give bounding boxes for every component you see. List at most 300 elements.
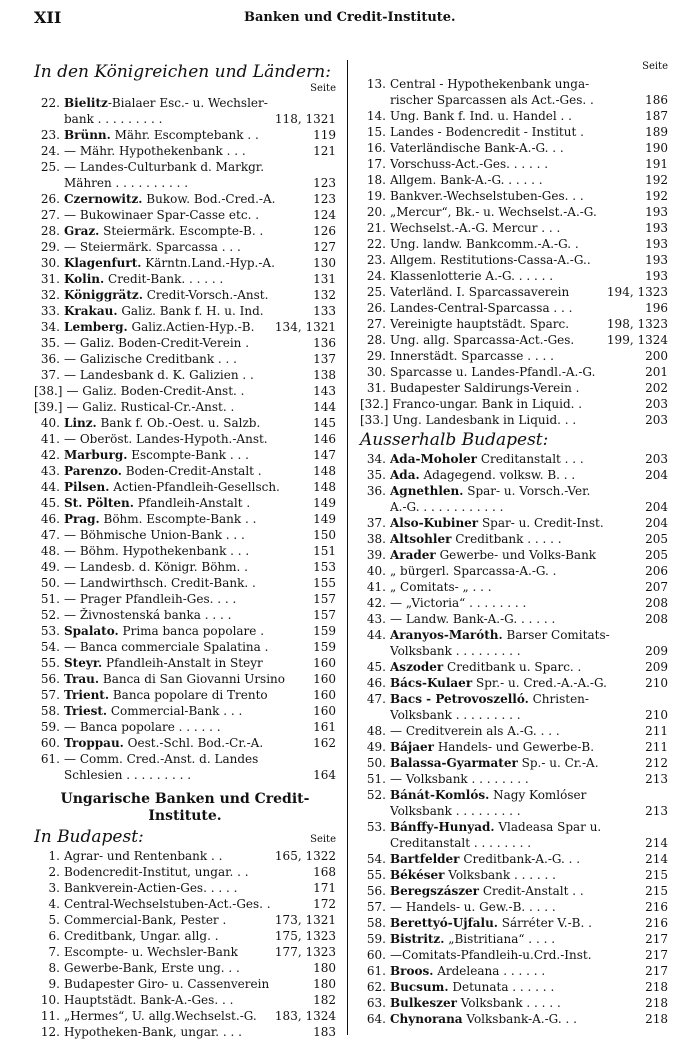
- entry-number: 8.: [48, 961, 60, 975]
- index-entry: [360, 883, 668, 899]
- entry-number: 43.: [40, 464, 60, 478]
- entry-text: [390, 380, 643, 396]
- entry-text: [64, 431, 311, 447]
- entry-description: Creditbank, Ungar. allg. .: [64, 929, 219, 943]
- entry-number: 52.: [40, 608, 60, 622]
- index-entry: [34, 319, 336, 335]
- index-entry: [360, 284, 668, 300]
- entry-page: 202: [645, 381, 668, 395]
- entry-page: 180: [313, 961, 336, 975]
- entry-description: Pfandleih-Anstalt .: [133, 496, 251, 510]
- entry-description: Commercial-Bank . . .: [107, 704, 243, 718]
- entry-text: [390, 835, 643, 851]
- index-entry: [34, 255, 336, 271]
- entry-page: 208: [645, 596, 668, 610]
- index-entry: [34, 463, 336, 479]
- index-entry: [34, 143, 336, 159]
- entry-page: 211: [645, 740, 668, 754]
- entry-text: [390, 739, 643, 755]
- index-entry: [360, 220, 668, 236]
- entry-description: Detunata . . . . . .: [448, 980, 555, 994]
- entry-text: [64, 159, 334, 175]
- entry-page: 149: [313, 496, 336, 510]
- entry-text: [390, 499, 643, 515]
- entry-text: [64, 447, 311, 463]
- index-entry: [34, 880, 336, 896]
- entry-text: [390, 1011, 643, 1027]
- entry-page: 127: [313, 240, 336, 254]
- entry-number: 49.: [40, 560, 60, 574]
- entry-page: [334, 751, 336, 767]
- entry-description: — Landesb. d. Königr. Böhm. .: [64, 560, 248, 574]
- entry-page: 155: [313, 576, 336, 590]
- entry-text: [64, 767, 311, 783]
- entry-description: — Mähr. Hypothekenbank . . .: [64, 144, 246, 158]
- entry-text: [390, 659, 643, 675]
- entry-text: [64, 255, 311, 271]
- index-entry: [34, 239, 336, 255]
- entry-description: „ bürgerl. Sparcassa-A.-G. .: [390, 564, 557, 578]
- heading-line: Institute.: [148, 808, 222, 824]
- entry-text: [390, 124, 643, 140]
- entry-text: [64, 912, 273, 928]
- entry-page: [334, 159, 336, 175]
- index-entry: [360, 579, 668, 595]
- entry-number: 44.: [40, 480, 60, 494]
- entry-place: Bistritz.: [390, 932, 445, 946]
- entry-place: Kolin.: [64, 272, 105, 286]
- index-entry: [360, 947, 668, 963]
- entry-number: 42.: [40, 448, 60, 462]
- entry-page: 149: [313, 512, 336, 526]
- entry-page: 190: [645, 141, 668, 155]
- entry-number: 29.: [366, 349, 386, 363]
- index-entry: [34, 367, 336, 383]
- entry-number: 17.: [366, 157, 386, 171]
- index-entry: [360, 348, 668, 364]
- entry-place: Pilsen.: [64, 480, 110, 494]
- entry-text: [64, 928, 273, 944]
- entry-page: 148: [313, 464, 336, 478]
- entry-number: 25.: [366, 285, 386, 299]
- entry-description: Commercial-Bank, Pester .: [64, 913, 227, 927]
- entry-place: Bánát-Komlós.: [390, 788, 490, 802]
- section-title-outside-budapest: Ausserhalb Budapest:: [360, 430, 549, 450]
- entry-description: Escompte- u. Wechsler-Bank: [64, 945, 238, 959]
- entry-number: [33.]: [360, 413, 389, 427]
- index-entry: [34, 607, 336, 623]
- entry-text: [392, 412, 643, 428]
- entry-text: [390, 947, 643, 963]
- entry-description: — Bukowinaer Spar-Casse etc. .: [64, 208, 260, 222]
- index-entry: [34, 191, 336, 207]
- entry-place: Chynorana: [390, 1012, 463, 1026]
- entry-number: 36.: [40, 352, 60, 366]
- entry-number: 51.: [366, 772, 386, 786]
- entry-text: [390, 787, 666, 803]
- entry-text: [390, 188, 643, 204]
- entry-place: Also-Kubiner: [390, 516, 479, 530]
- entry-page: 211: [645, 724, 668, 738]
- entry-place: Bulkeszer: [390, 996, 457, 1010]
- index-entry: [34, 543, 336, 559]
- entry-place: Steyr.: [64, 656, 103, 670]
- index-entry: [360, 723, 668, 739]
- entry-page: [666, 691, 668, 707]
- index-entry: [360, 1011, 668, 1027]
- entry-page: 210: [645, 676, 668, 690]
- index-entry: [360, 611, 668, 627]
- entry-text: [64, 319, 273, 335]
- entry-page: 160: [313, 688, 336, 702]
- entry-place: Parenzo.: [64, 464, 122, 478]
- entry-place: Békéser: [390, 868, 445, 882]
- entry-number: 46.: [366, 676, 386, 690]
- entry-page: 205: [645, 532, 668, 546]
- entry-page: 217: [645, 932, 668, 946]
- entry-description: Actien-Pfandleih-Gesellsch.: [109, 480, 280, 494]
- entry-place: Balassa-Gyarmater: [390, 756, 518, 770]
- entry-number: 41.: [40, 432, 60, 446]
- index-entry: [34, 479, 336, 495]
- index-entry: [34, 207, 336, 223]
- index-entry: [34, 95, 336, 111]
- entry-page: 200: [645, 349, 668, 363]
- entry-text: [64, 559, 311, 575]
- entry-number: 59.: [366, 932, 386, 946]
- entry-number: 6.: [48, 929, 60, 943]
- entry-description: Gewerbe- und Volks-Bank: [435, 548, 597, 562]
- entry-number: 39.: [366, 548, 386, 562]
- entry-page: 131: [313, 272, 336, 286]
- entry-description: — Galiz. Rustical-Cr.-Anst. .: [66, 400, 235, 414]
- index-entry: [34, 335, 336, 351]
- entry-description: — Handels- u. Gew.-B. . . . .: [390, 900, 556, 914]
- entry-description: —Comitats-Pfandleih-u.Crd.-Inst.: [390, 948, 592, 962]
- index-entry: [360, 803, 668, 819]
- index-entry: [34, 351, 336, 367]
- entry-description: Oest.-Schl. Bod.-Cr.-A.: [123, 736, 264, 750]
- entry-number: 2.: [48, 865, 60, 879]
- entry-page: 187: [645, 109, 668, 123]
- entry-page: 213: [645, 804, 668, 818]
- entry-number: [34, 767, 64, 783]
- entry-page: 203: [645, 452, 668, 466]
- entry-page: 147: [313, 448, 336, 462]
- index-entry: [34, 735, 336, 751]
- entry-page: [334, 95, 336, 111]
- entry-list: [34, 95, 336, 783]
- entry-text: [64, 960, 311, 976]
- entry-place: Beregszászer: [390, 884, 479, 898]
- index-entry: [360, 300, 668, 316]
- entry-place: Spalato.: [64, 624, 119, 638]
- index-entry: [360, 851, 668, 867]
- entry-text: [390, 851, 643, 867]
- entry-number: 59.: [40, 720, 60, 734]
- entry-number: 24.: [366, 269, 386, 283]
- entry-text: [64, 479, 311, 495]
- entry-description: — Galiz. Boden-Credit-Verein .: [64, 336, 250, 350]
- index-entry: [360, 627, 668, 643]
- entry-place: Broos.: [390, 964, 434, 978]
- entry-number: 53.: [366, 820, 386, 834]
- entry-place: Linz.: [64, 416, 97, 430]
- entry-text: [64, 623, 311, 639]
- budapest-heading-row: [34, 825, 336, 848]
- entry-number: 26.: [40, 192, 60, 206]
- entry-page: 199, 1324: [606, 333, 668, 347]
- entry-number: 64.: [366, 1012, 386, 1026]
- entry-text: [390, 268, 643, 284]
- entry-text: [390, 915, 643, 931]
- index-entry: [34, 495, 336, 511]
- entry-number: 54.: [40, 640, 60, 654]
- entry-page: 160: [313, 672, 336, 686]
- index-entry: [34, 719, 336, 735]
- entry-text: [390, 236, 643, 252]
- entry-text: [390, 867, 643, 883]
- entry-number: [32.]: [360, 397, 389, 411]
- index-entry: [34, 623, 336, 639]
- entry-number: 53.: [40, 624, 60, 638]
- entry-page: 134, 1321: [274, 320, 336, 334]
- index-entry: [34, 1024, 336, 1040]
- entry-text: [64, 191, 311, 207]
- entry-page: 160: [313, 704, 336, 718]
- entry-place: Krakau.: [64, 304, 118, 318]
- index-entry: [360, 643, 668, 659]
- entry-page: 201: [645, 365, 668, 379]
- entry-text: [390, 723, 643, 739]
- index-entry: [360, 252, 668, 268]
- entry-number: 50.: [40, 576, 60, 590]
- entry-description: Vaterländ. I. Sparcassaverein: [390, 285, 570, 299]
- index-entry: [34, 399, 336, 415]
- entry-number: 50.: [366, 756, 386, 770]
- entry-description: Ung. Bank f. Ind. u. Handel . .: [390, 109, 572, 123]
- entry-page: 208: [645, 612, 668, 626]
- entry-description: Klassenlotterie A.-G. . . . . .: [390, 269, 554, 283]
- entry-list: [360, 76, 668, 428]
- index-entry: [360, 188, 668, 204]
- entry-description: bank . . . . . . . . .: [64, 112, 163, 126]
- entry-description: Central - Hypothekenbank unga-: [390, 77, 590, 91]
- entry-place: Triest.: [64, 704, 108, 718]
- index-entry: [360, 787, 668, 803]
- entry-page: 217: [645, 948, 668, 962]
- index-entry: [34, 944, 336, 960]
- entry-description: Vaterländische Bank-A.-G. . .: [390, 141, 564, 155]
- entry-description: Volksbank-A.-G. . .: [462, 1012, 577, 1026]
- entry-text: [64, 1024, 311, 1040]
- seite-label: Seite: [310, 834, 336, 845]
- entry-page: 130: [313, 256, 336, 270]
- index-entry: [34, 271, 336, 287]
- entry-page: 123: [313, 176, 336, 190]
- entry-text: [64, 575, 311, 591]
- entry-description: Credit-Bank. . . . . .: [104, 272, 224, 286]
- entry-description: Creditbank-A.-G. . .: [459, 852, 581, 866]
- entry-text: [64, 239, 311, 255]
- index-entry: [360, 707, 668, 723]
- index-entry: [360, 396, 668, 412]
- entry-number: [360, 643, 390, 659]
- entry-number: 47.: [366, 692, 386, 706]
- entry-number: 31.: [366, 381, 386, 395]
- entry-page: 180: [313, 977, 336, 991]
- entry-number: 26.: [366, 301, 386, 315]
- entry-text: [64, 143, 311, 159]
- entry-description: — Galiz. Boden-Credit-Anst. .: [66, 384, 245, 398]
- entry-text: [64, 287, 311, 303]
- entry-text: [390, 691, 666, 707]
- index-entry: [360, 92, 668, 108]
- entry-page: 209: [645, 660, 668, 674]
- entry-number: 19.: [366, 189, 386, 203]
- entry-place: Prag.: [64, 512, 100, 526]
- entry-text: [390, 611, 643, 627]
- entry-description: „Hermes“, U. allg.Wechselst.-G.: [64, 1009, 257, 1023]
- entry-description: Creditbank . . . . .: [451, 532, 562, 546]
- entry-page: 209: [645, 644, 668, 658]
- entry-text: [390, 316, 605, 332]
- index-entry: [360, 124, 668, 140]
- entry-place: Berettyó-Ujfalu.: [390, 916, 498, 930]
- entry-text: [390, 467, 643, 483]
- entry-number: 41.: [366, 580, 386, 594]
- entry-text: [390, 364, 643, 380]
- entry-number: 34.: [40, 320, 60, 334]
- entry-text: [64, 351, 311, 367]
- entry-page: 193: [645, 253, 668, 267]
- index-entry: [360, 515, 668, 531]
- entry-page: 164: [313, 768, 336, 782]
- entry-text: [64, 207, 311, 223]
- entry-description: Pfandleih-Anstalt in Steyr: [102, 656, 263, 670]
- entry-text: [390, 547, 643, 563]
- entry-text: [64, 719, 311, 735]
- entry-text: [64, 655, 311, 671]
- entry-number: 60.: [366, 948, 386, 962]
- entry-number: 56.: [366, 884, 386, 898]
- entry-page: 124: [313, 208, 336, 222]
- entry-text: [390, 300, 643, 316]
- index-entry: [34, 303, 336, 319]
- entry-description: Credit-Vorsch.-Anst.: [142, 288, 269, 302]
- index-entry: [360, 979, 668, 995]
- entry-description: — „Victoria“ . . . . . . . .: [390, 596, 527, 610]
- entry-number: 1.: [48, 849, 60, 863]
- entry-number: 61.: [40, 752, 60, 766]
- entry-place: Bartfelder: [390, 852, 460, 866]
- entry-number: 47.: [40, 528, 60, 542]
- entry-description: — Creditverein als A.-G. . . .: [390, 724, 560, 738]
- index-entry: [34, 848, 336, 864]
- entry-description: — Landesbank d. K. Galizien . .: [64, 368, 254, 382]
- entry-text: [64, 111, 273, 127]
- entry-list: [34, 848, 336, 1040]
- index-entry: [34, 912, 336, 928]
- entry-number: [34, 175, 64, 191]
- entry-page: 198, 1323: [606, 317, 668, 331]
- entry-page: 218: [645, 996, 668, 1010]
- entry-number: 28.: [40, 224, 60, 238]
- entry-text: [390, 755, 643, 771]
- entry-number: 24.: [40, 144, 60, 158]
- entry-page: [666, 483, 668, 499]
- index-entry: [34, 639, 336, 655]
- entry-number: 9.: [48, 977, 60, 991]
- entry-description: Bankverein-Actien-Ges. . . . .: [64, 881, 238, 895]
- index-entry: [34, 575, 336, 591]
- entry-description: Allgem. Bank-A.-G. . . . . .: [390, 173, 543, 187]
- entry-page: 144: [313, 400, 336, 414]
- index-entry: [34, 703, 336, 719]
- entry-text: [64, 848, 273, 864]
- entry-number: 48.: [40, 544, 60, 558]
- entry-page: 159: [313, 624, 336, 638]
- entry-text: [390, 92, 643, 108]
- entry-description: — Steiermärk. Sparcassa . . .: [64, 240, 241, 254]
- entry-text: [390, 931, 643, 947]
- entry-description: — Galizische Creditbank . . .: [64, 352, 237, 366]
- index-entry: [360, 547, 668, 563]
- index-entry: [34, 447, 336, 463]
- entry-place: Bielitz: [64, 96, 108, 110]
- entry-description: Bodencredit-Institut, ungar. . .: [64, 865, 249, 879]
- entry-number: 23.: [366, 253, 386, 267]
- entry-description: — Landes-Culturbank d. Markgr.: [64, 160, 265, 174]
- entry-text: [390, 156, 643, 172]
- entry-number: 30.: [366, 365, 386, 379]
- index-entry: [34, 687, 336, 703]
- entry-text: [64, 527, 311, 543]
- entry-number: 12.: [40, 1025, 60, 1039]
- entry-number: 43.: [366, 612, 386, 626]
- entry-number: 3.: [48, 881, 60, 895]
- entry-number: 49.: [366, 740, 386, 754]
- entry-description: Creditbank u. Sparc. .: [443, 660, 582, 674]
- entry-description: Kärntn.Land.-Hyp.-A.: [141, 256, 275, 270]
- entry-text: [64, 95, 334, 111]
- entry-number: 40.: [40, 416, 60, 430]
- index-entry: [34, 287, 336, 303]
- column-divider: [347, 60, 348, 1035]
- entry-text: [64, 175, 311, 191]
- entry-place: Graz.: [64, 224, 100, 238]
- entry-page: 171: [313, 881, 336, 895]
- entry-description: Galiz.Actien-Hyp.-B.: [127, 320, 255, 334]
- entry-page: 151: [313, 544, 336, 558]
- entry-place: Ada-Moholer: [390, 452, 477, 466]
- entry-number: [39.]: [34, 400, 63, 414]
- index-entry: [34, 655, 336, 671]
- entry-number: 54.: [366, 852, 386, 866]
- index-entry: [34, 960, 336, 976]
- entry-number: 27.: [40, 208, 60, 222]
- entry-number: 61.: [366, 964, 386, 978]
- entry-description: Mähren . . . . . . . . . .: [64, 176, 189, 190]
- index-entry: [34, 992, 336, 1008]
- entry-description: Ung. Landesbank in Liquid. . .: [392, 413, 577, 427]
- entry-page: 165, 1322: [274, 849, 336, 863]
- index-entry: [360, 316, 668, 332]
- entry-text: [64, 976, 311, 992]
- entry-number: 60.: [40, 736, 60, 750]
- index-entry: [34, 127, 336, 143]
- entry-text: [390, 220, 643, 236]
